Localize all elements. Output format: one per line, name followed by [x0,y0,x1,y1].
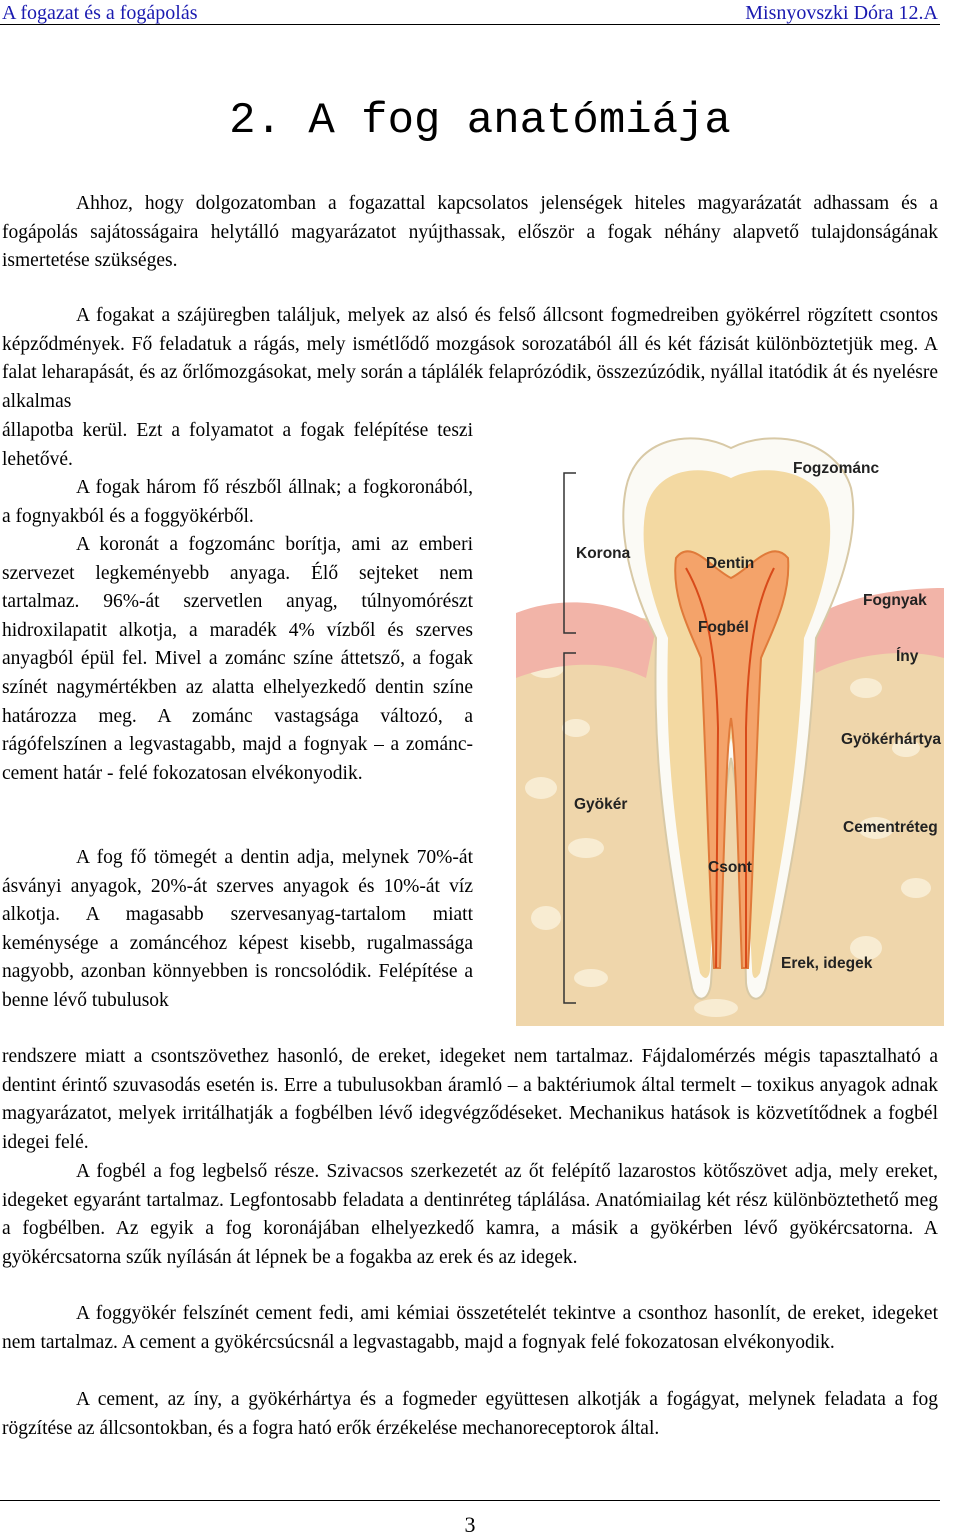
label-gyoker: Gyökér [574,796,628,813]
label-korona: Korona [576,545,631,562]
label-fognyak: Fognyak [863,592,927,609]
paragraph-cement: A foggyökér felszínét cement fedi, ami kémiai összetételét tekintve a csonthoz hasonlít, de ereket, idegeket nem tartalmaz. A cement a gyökércsúcsnál a legvastagabb, majd a fognyak felé fokozatosan elvékonyodik. [2,1303,938,1353]
header-left: A fogazat és a fogápolás [2,2,198,24]
label-dentin: Dentin [706,555,755,572]
paragraph-dentin: A fog fő tömegét a dentin adja, melynek 70%-át ásványi anyagok, 20%-át szerves anyagok és 10%-át víz alkotja. A magasabb szervesanyag-tartalom miatt keménysége a zománcéhoz képest kisebb, rugalmassága nagyobb, azonban könnyebben is roncsolódik. Felépítése a benne lévő tubulusok [2,847,473,1011]
page-title: 2. A fog anatómiája [229,96,731,146]
tooth-diagram [516,428,944,1026]
label-csont: Csont [708,859,752,876]
label-erek-idegek: Erek, idegek [781,955,873,972]
paragraph-pulp: A fogbél a fog legbelső része. Szivacsos szerkezetét az őt felépítő lazarostos kötőszövet adja, mely ereket, idegeket egyaránt tartalmaz. Legfontosabb feladata a dentinréteg táplálása. Anatómiailag két rész különböztethető meg a fogbélben. Az egyik a fog koronájában elhelyezkedő kamra, a másik a gyökérben lévő gyökércsatorna. A gyökércsatorna szűk nyílásán át lépnek be a fogakba az erek és az idegek. [2,1161,938,1268]
paragraph-function-cont: állapotba kerül. Ezt a folyamatot a fogak felépítése teszi lehetővé. [2,420,473,470]
page-number: 3 [464,1512,476,1537]
label-fogbel: Fogbél [698,619,749,636]
label-fogzomanc: Fogzománc [793,460,880,477]
header-right: Misnyovszki Dóra 12.A [745,2,938,24]
paragraph-parts: A fogak három fő részből állnak; a fogkoronából, a fognyakból és a foggyökérből. [2,477,473,527]
paragraph-enamel: A koronát a fogzománc borítja, ami az emberi szervezet legkeményebb anyaga. Élő sejteket nem tartalmaz. 96%-át szervetlen anyag, túlnyomórészt hidroxilapatit alkotja, a maradék 4% vízből és szerves anyagból épül fel. Mivel a zománc színe áttetsző, a fogak színét nagymértékben az alatta elhelyezkedő dentin színe határozza meg. A zománc vastagsága változó, a rágófelszínen a legvastagabb, majd a fognyak – a zománc-cement határ - felé fokozatosan elvékonyodik. [2,534,473,784]
footer-divider [0,1500,940,1501]
label-cementreteg: Cementréteg [843,819,938,836]
paragraph-intro: Ahhoz, hogy dolgozatomban a fogazattal kapcsolatos jelenségek hiteles magyarázatát adhassam és a fogápolás sajátosságaira helytálló magyarázatot nyújthassak, először a fogak néhány alapvető tulajdonságának ismertetése szükséges. [2,193,938,272]
label-gyokerhartya: Gyökérhártya [841,731,941,748]
paragraph-periodontium: A cement, az íny, a gyökérhártya és a fogmeder együttesen alkotják a fogágyat, melynek feladata a fog rögzítése az állcsontokban, és a fogra ható erők érzékelése mechanoreceptorok által. [2,1389,938,1439]
label-iny: Íny [896,648,919,665]
paragraph-function: A fogakat a szájüregben találjuk, melyek az alsó és felső állcsont fogmedreiben gyökérrel rögzített csontos képződmények. Fő feladatuk a rágás, mely ismétlődő mozgások sorozatából áll és két fázisát különböztetjük meg. A falat leharapását, és az őrlőmozgásokat, mely során a táplálék felaprózódik, összezúzódik, nyállal itatódik át és nyelésre alkalmas [2,305,938,412]
tooth-anatomy-figure [516,428,944,1026]
header-divider [0,24,940,25]
page-header [0,2,940,26]
paragraph-dentin-cont: rendszere miatt a csontszövethez hasonló, de ereket, idegeket nem tartalmaz. Fájdalomérzés mégis tapasztalható a dentint érintő szuvasodás esetén is. Erre a tubulusokban áramló – a baktériumok által termelt – toxikus anyagok adnak magyarázatot, melyek irritálhatják a fogbélben lévő idegvégződéseket. Mechanikus hatások is közvetítődnek a fogbél idegei felé. [2,1046,938,1153]
